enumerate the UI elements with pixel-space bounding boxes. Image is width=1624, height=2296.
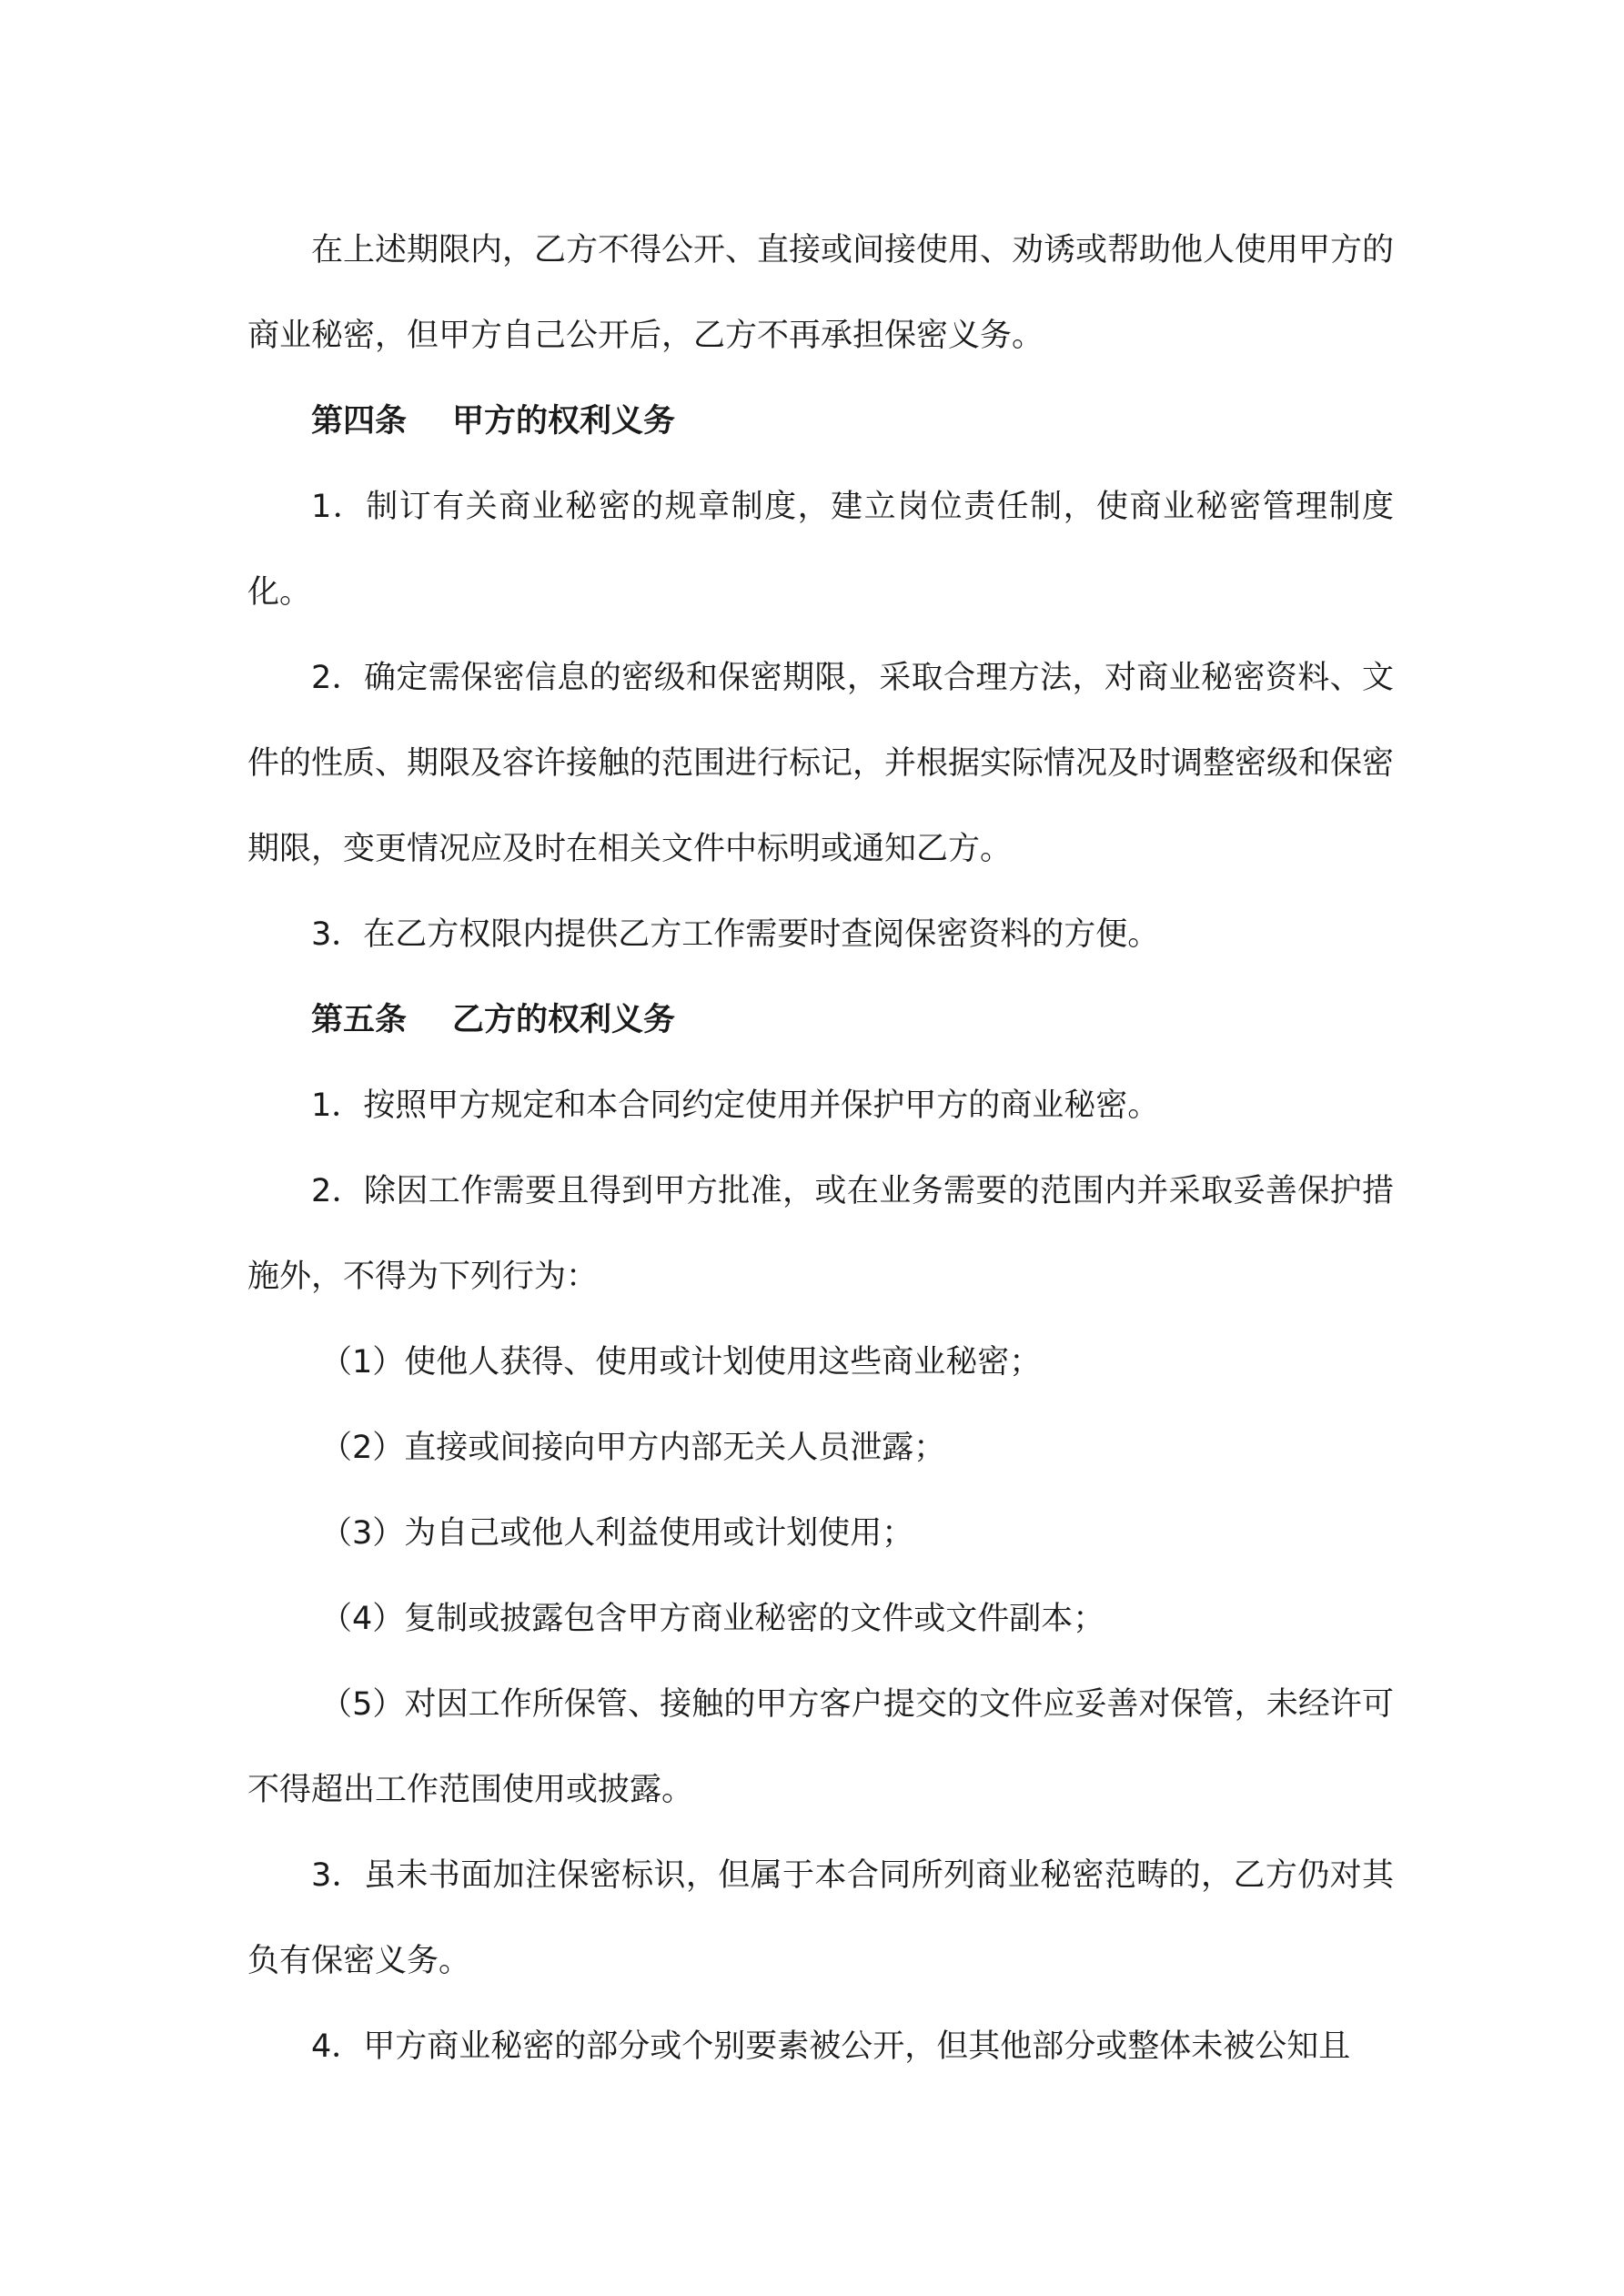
- document-body: [247, 207, 1394, 2089]
- article-5-item-2-sub-3: （3）为自己或他人利益使用或计划使用；: [320, 1515, 914, 1552]
- article-4-item-2: 2．确定需保密信息的密级和保密期限，采取合理方法，对商业秘密资料、文件的性质、期限及容许接触的范围进行标记，并根据实际情况及时调整密级和保密期限，变更情况应及时在相关文件中标明或通知乙方。: [247, 660, 1395, 867]
- paragraph-confidentiality-period: 在上述期限内，乙方不得公开、直接或间接使用、劝诱或帮助他人使用甲方的商业秘密，但甲方自己公开后，乙方不再承担保密义务。: [247, 232, 1395, 354]
- article-5-item-2-sub-1: （1）使他人获得、使用或计划使用这些商业秘密；: [320, 1344, 1042, 1381]
- article-4-item-3: 3．在乙方权限内提供乙方工作需要时查阅保密资料的方便。: [311, 916, 1160, 953]
- article-5-item-2: 2．除因工作需要且得到甲方批准，或在业务需要的范围内并采取妥善保护措施外，不得为下列行为：: [247, 1173, 1394, 1295]
- article-5-item-2-sub-5: （5）对因工作所保管、接触的甲方客户提交的文件应妥善对保管，未经许可不得超出工作范围使用或披露。: [247, 1686, 1394, 1808]
- article-4-heading: [247, 379, 1394, 464]
- article-5-item-4: 4．甲方商业秘密的部分或个别要素被公开，但其他部分或整体未被公知且: [311, 2028, 1351, 2065]
- article-5-label: 第五条: [311, 1002, 408, 1038]
- article-4-label: 第四条: [311, 403, 408, 440]
- article-5-item-3: 3．虽未书面加注保密标识，但属于本合同所列商业秘密范畴的，乙方仍对其负有保密义务。: [247, 1857, 1394, 1979]
- article-5-title: 乙方的权利义务: [452, 1002, 676, 1038]
- article-5-item-2-sub-4: （4）复制或披露包含甲方商业秘密的文件或文件副本；: [320, 1601, 1105, 1637]
- article-5-heading: [247, 977, 1394, 1063]
- article-4-item-1: 1．制订有关商业秘密的规章制度，建立岗位责任制，使商业秘密管理制度化。: [247, 489, 1394, 611]
- article-4-title: 甲方的权利义务: [452, 403, 676, 440]
- article-5-item-2-sub-2: （2）直接或间接向甲方内部无关人员泄露；: [320, 1430, 946, 1466]
- article-5-item-1: 1．按照甲方规定和本合同约定使用并保护甲方的商业秘密。: [311, 1087, 1160, 1124]
